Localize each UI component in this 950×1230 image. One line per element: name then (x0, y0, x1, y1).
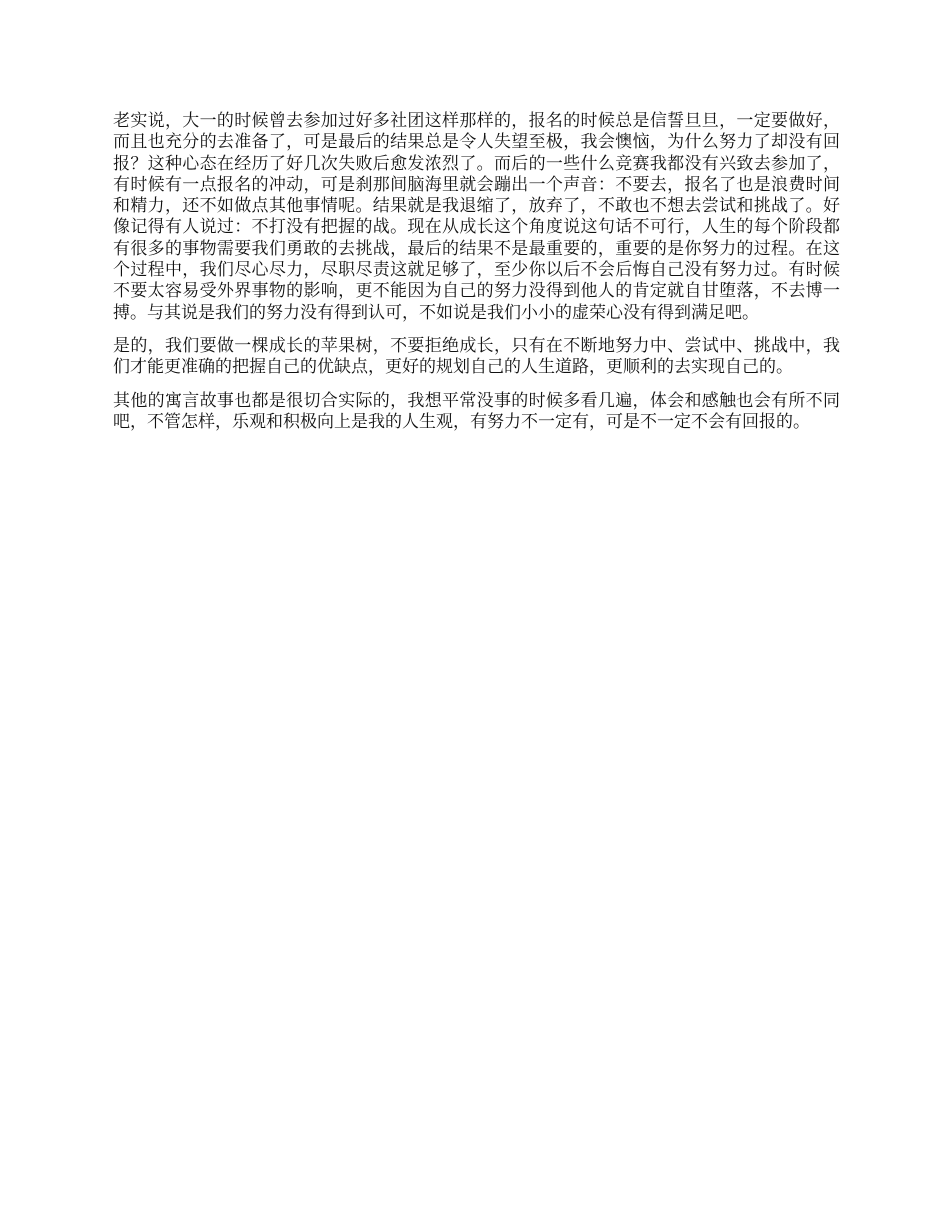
paragraph-2: 是的，我们要做一棵成长的苹果树，不要拒绝成长，只有在不断地努力中、尝试中、挑战中，我们才能更准确的把握自己的优缺点，更好的规划自己的人生道路，更顺利的去实现自己的。 (113, 335, 840, 378)
paragraph-1: 老实说，大一的时候曾去参加过好多社团这样那样的，报名的时候总是信誓旦旦，一定要做好，而且也充分的去准备了，可是最后的结果总是令人失望至极，我会懊恼，为什么努力了却没有回报？这种心态在经历了好几次失败后愈发浓烈了。而后的一些什么竞赛我都没有兴致去参加了，有时候有一点报名的冲动，可是刹那间脑海里就会蹦出一个声音：不要去，报名了也是浪费时间和精力，还不如做点其他事情呢。结果就是我退缩了，放弃了，不敢也不想去尝试和挑战了。好像记得有人说过：不打没有把握的战。现在从成长这个角度说这句话不可行，人生的每个阶段都有很多的事物需要我们勇敢的去挑战，最后的结果不是最重要的，重要的是你努力的过程。在这个过程中，我们尽心尽力，尽职尽责这就足够了，至少你以后不会后悔自己没有努力过。有时候不要太容易受外界事物的影响，更不能因为自己的努力没得到他人的肯定就自甘堕落，不去博一搏。与其说是我们的努力没有得到认可，不如说是我们小小的虚荣心没有得到满足吧。 (113, 111, 840, 323)
document-body (113, 111, 840, 445)
paragraph-3: 其他的寓言故事也都是很切合实际的，我想平常没事的时候多看几遍，体会和感触也会有所不同吧，不管怎样，乐观和积极向上是我的人生观，有努力不一定有，可是不一定不会有回报的。 (113, 390, 840, 432)
